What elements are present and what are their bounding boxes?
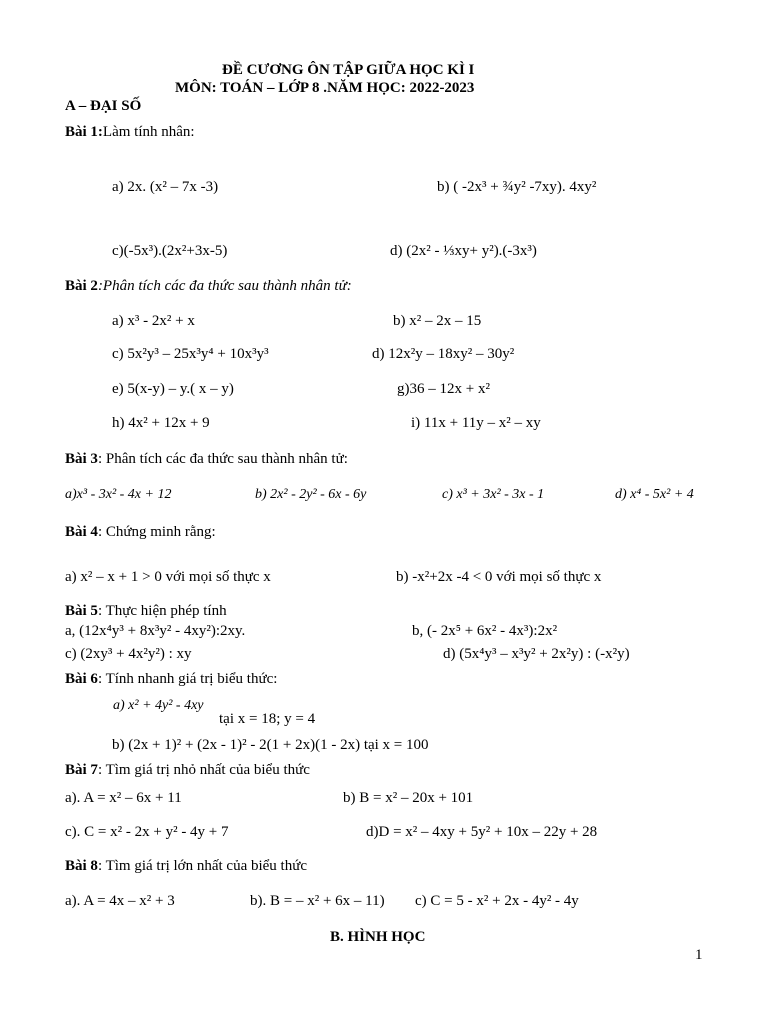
bai5-heading (65, 603, 227, 620)
bai8-text: : Tìm giá trị lớn nhất của biểu thức (97, 858, 308, 874)
bai2-item-e: e) 5(x-y) – y.( x – y) (112, 381, 234, 397)
bai6-item-a-value: tại x = 18; y = 4 (219, 711, 316, 727)
bai5-label: Bài 5 (65, 603, 98, 619)
bai3-item-d: d) x⁴ - 5x² + 4 (615, 487, 694, 502)
bai2-item-c: c) 5x²y³ – 25x³y⁴ + 10x³y³ (112, 346, 269, 362)
page-number: 1 (695, 947, 703, 963)
bai2-item-g: g)36 – 12x + x² (397, 381, 490, 397)
bai7-item-c: c). C = x² - 2x + y² - 4y + 7 (65, 824, 229, 840)
bai3-item-b: b) 2x² - 2y² - 6x - 6y (255, 487, 367, 502)
bai5-item-a: a, (12x⁴y³ + 8x³y² - 4xy²):2xy. (65, 623, 246, 639)
bai8-item-a: a). A = 4x – x² + 3 (65, 893, 175, 909)
bai6-item-b: b) (2x + 1)² + (2x - 1)² - 2(1 + 2x)(1 - 2x) tại x = 100 (112, 737, 429, 753)
bai6-label: Bài 6 (65, 671, 98, 687)
bai2-heading (65, 278, 352, 295)
bai1-item-b: b) ( -2x³ + ¾y² -7xy). 4xy² (437, 179, 597, 195)
bai6-text: : Tính nhanh giá trị biểu thức: (97, 671, 278, 687)
bai8-item-c: c) C = 5 - x² + 2x - 4y² - 4y (415, 893, 579, 909)
bai1-text: Làm tính nhân: (102, 124, 195, 140)
document-subtitle: MÔN: TOÁN – LỚP 8 .NĂM HỌC: 2022-2023 (175, 80, 475, 96)
bai1-heading (65, 124, 195, 141)
bai2-item-d: d) 12x²y – 18xy² – 30y² (372, 346, 515, 362)
document-title: ĐỀ CƯƠNG ÔN TẬP GIỮA HỌC KÌ I (222, 62, 475, 78)
bai5-text: : Thực hiện phép tính (97, 603, 227, 619)
bai1-item-d: d) (2x² - ⅓xy+ y²).(-3x³) (390, 243, 537, 259)
bai3-item-c: c) x³ + 3x² - 3x - 1 (442, 487, 545, 502)
bai3-label: Bài 3 (65, 451, 98, 467)
bai8-item-b: b). B = – x² + 6x – 11) (250, 893, 385, 909)
bai5-item-b: b, (- 2x⁵ + 6x² - 4x³):2x² (412, 623, 558, 639)
bai4-label: Bài 4 (65, 524, 98, 540)
bai8-heading (65, 858, 307, 875)
bai2-label: Bài 2 (65, 278, 98, 294)
section-b-heading: B. HÌNH HỌC (330, 929, 426, 945)
bai7-item-b: b) B = x² – 20x + 101 (343, 790, 474, 806)
section-a-heading: A – ĐẠI SỐ (65, 98, 142, 114)
bai2-item-h: h) 4x² + 12x + 9 (112, 415, 210, 431)
bai7-label: Bài 7 (65, 762, 98, 778)
bai6-heading (65, 671, 277, 688)
bai1-item-a: a) 2x. (x² – 7x -3) (112, 179, 219, 195)
bai3-text: : Phân tích các đa thức sau thành nhân tử: (97, 451, 348, 467)
bai7-item-a: a). A = x² – 6x + 11 (65, 790, 182, 806)
bai4-item-b: b) -x²+2x -4 < 0 với mọi số thực x (396, 569, 602, 585)
bai6-item-a: a) x² + 4y² - 4xy (113, 698, 204, 713)
bai7-heading (65, 762, 310, 779)
bai3-heading (65, 451, 348, 468)
bai4-text: : Chứng minh rằng: (97, 524, 216, 540)
bai4-heading (65, 524, 216, 541)
bai1-label: Bài 1: (65, 124, 103, 140)
bai4-item-a: a) x² – x + 1 > 0 với mọi số thực x (65, 569, 271, 585)
bai2-item-b: b) x² – 2x – 15 (393, 313, 482, 329)
bai2-item-a: a) x³ - 2x² + x (112, 313, 195, 329)
bai2-text: :Phân tích các đa thức sau thành nhân tử: (97, 278, 352, 294)
bai2-item-i: i) 11x + 11y – x² – xy (411, 415, 541, 431)
bai8-label: Bài 8 (65, 858, 98, 874)
bai7-item-d: d)D = x² – 4xy + 5y² + 10x – 22y + 28 (366, 824, 598, 840)
bai3-item-a: a)x³ - 3x² - 4x + 12 (65, 487, 172, 502)
bai5-item-c: c) (2xy³ + 4x²y²) : xy (65, 646, 192, 662)
bai1-item-c: c)(-5x³).(2x²+3x-5) (112, 243, 228, 259)
bai7-text: : Tìm giá trị nhỏ nhất của biểu thức (97, 762, 310, 778)
bai5-item-d: d) (5x⁴y³ – x³y² + 2x²y) : (-x²y) (443, 646, 630, 662)
